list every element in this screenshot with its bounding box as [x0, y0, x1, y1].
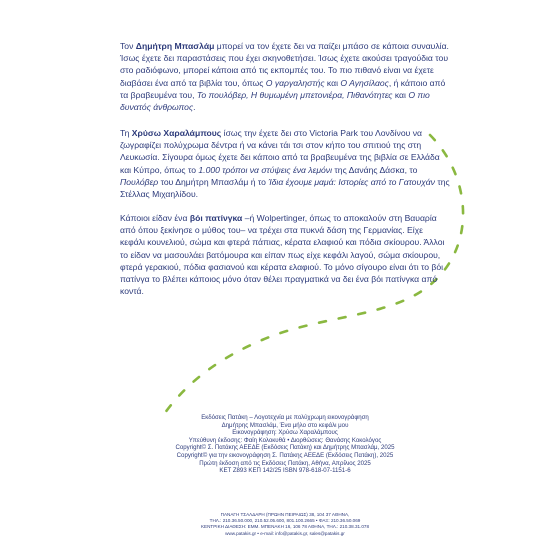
address-line: www.patakis.gr • e-mail: info@patakis.gr, sales@patakis.gr — [225, 530, 345, 536]
text-run: και — [324, 77, 341, 88]
credit-line: Υπεύθυνη έκδοσης: Φαίη Κολοκυθά • Διορθώσεις: Θανάσης Κοκολόγος — [188, 436, 382, 444]
credit-line: Εκδόσεις Πατάκη – Λογοτεχνία με πολύχρωμη εικονογράφηση — [201, 414, 369, 421]
bold-name: Χρύσω Χαραλάμπους — [131, 128, 222, 138]
credit-line: Δημήτρης Μπασλάμ, Ένα μήλο στο κεφάλι μου — [221, 421, 349, 429]
text-run: Τη — [120, 128, 132, 138]
credit-line: ΚΕΤ Z893 ΚΕΠ 142/25 ISBN 978-618-07-1151-6 — [219, 467, 351, 475]
address-line: ΤΗΛ.: 210.36.50.000, 210.52.05.600, 801.100.2665 • ΦΑΞ: 210.36.50.069 — [209, 518, 361, 524]
text-run: της Δανάης Δάσκα, το — [332, 164, 418, 175]
text-run: της Στέλλας Μιχαηλίδου. — [120, 176, 450, 200]
publication-credits — [120, 414, 450, 475]
text-run: του Δημήτρη Μπασλάμ ή το — [158, 176, 269, 187]
bold-name: βόι πατίνγκα — [189, 213, 243, 223]
credit-line: Copyright© για την εικονογράφηση Σ. Πατάκης ΑΕΕΔΕ (Εκδόσεις Πατάκη), 2025 — [176, 451, 394, 459]
book-title: Πουλόβερ — [120, 176, 159, 187]
publisher-address — [120, 512, 450, 537]
credit-line: Εικονογράφηση: Χρύσω Χαραλάμπους — [232, 429, 338, 437]
bold-name: Δημήτρη Μπασλάμ — [135, 41, 215, 51]
text-run: ίσως την έχετε δει στο Victoria Park του Λονδίνου να ζωγραφίζει πολύχρωμα δέντρα ή να κάνει τάι τσι στον κήπο του σπιτιού της στη Λευκωσία. Σίγουρα όμως έχετε δει κάποιο από τα βραβευμένα της βιβλία σε Ελλάδα και Κύπρο, όπως το — [120, 128, 440, 175]
text-run: . — [193, 102, 196, 113]
text-run: –ή Wolpertinger, όπως το αποκαλούν στη Βαυαρία από όπου ξεκίνησε ο μύθος του– να τρέχει στα πυκνά δάση της Γερμανίας. Είχε κεφάλι κουνελιού, σώμα και φτερά πάπιας, κέρατα ελαφιού και πόδια σκίουρου. Άλλοι το είδαν να μασουλάει βατόμουρα και είπαν πως είχε κεφάλι λαγού, σώμα σκίουρου, φτερά γερακιού, πόδια φασιανού και κέρατα ελαφιού. Το μόνο σίγουρο είναι ότι το βόι πατίνγα το βλέπει κάποιος μόνο όταν θέλει πραγματικά να δει ένα βόι πατίνγκα από κοντά. — [120, 213, 445, 297]
credit-line: Πρώτη έκδοση από τις Εκδόσεις Πατάκη, Αθήνα, Απρίλιος 2025 — [199, 459, 371, 467]
creature-description-paragraph — [120, 212, 450, 297]
address-line: ΚΕΝΤΡΙΚΗ ΔΙΑΘΕΣΗ: ΕΜΜ. ΜΠΕΝΑΚΗ 16, 106 78 ΑΘΗΝΑ, ΤΗΛ.: 210.38.31.078 — [200, 524, 369, 530]
text-run: μπορεί να τον έχετε δει να παίζει μπάσο σε κάποια συναυλία. Ίσως έχετε δει παραστάσεις που έχει σκηνοθετήσει. Ίσως έχετε ακούσει τραγούδια του στο ραδιόφωνο, μπορεί κάποια από τις εκπομπές του. Το πιο πιθανό είναι να έχετε διαβάσει ένα από τα βιβλία του, όπως — [120, 41, 449, 88]
illustrator-bio-paragraph — [120, 127, 450, 200]
book-title: 1.000 τρόποι να στύψεις ένα λεμόνι — [198, 164, 333, 175]
address-line: ΠΑΝΑΓΗ ΤΣΑΛΔΑΡΗ (ΠΡΩΗΝ ΠΕΙΡΑΙΩΣ) 38, 104 37 ΑΘΗΝΑ, — [220, 512, 350, 517]
book-title: Ίδια έχουμε μαμά: Ιστορίες από το Γατουχάν — [268, 176, 435, 187]
credit-line: Copyright© Σ. Πατάκης ΑΕΕΔΕ (Εκδόσεις Πατάκη) και Δημήτρης Μπασλάμ, 2025 — [175, 444, 395, 452]
book-title: Το πουλόβερ, Η θυμωμένη μπετονιέρα, Πιθανότητες — [196, 89, 393, 100]
book-title: Ο Αγησίλαος — [340, 77, 389, 88]
book-title: Ο γαργαληστής — [265, 77, 325, 88]
illustrated-author-bio-paragraph — [120, 40, 450, 113]
text-run: Κάποιοι είδαν ένα — [120, 213, 190, 223]
text-run: Τον — [120, 41, 136, 51]
text-run: , ή κάποιο από τα βραβευμένα του, — [120, 77, 446, 100]
text-run: και — [392, 89, 409, 100]
book-title: Ο πιο δυνατός άνθρωπος — [120, 89, 430, 113]
